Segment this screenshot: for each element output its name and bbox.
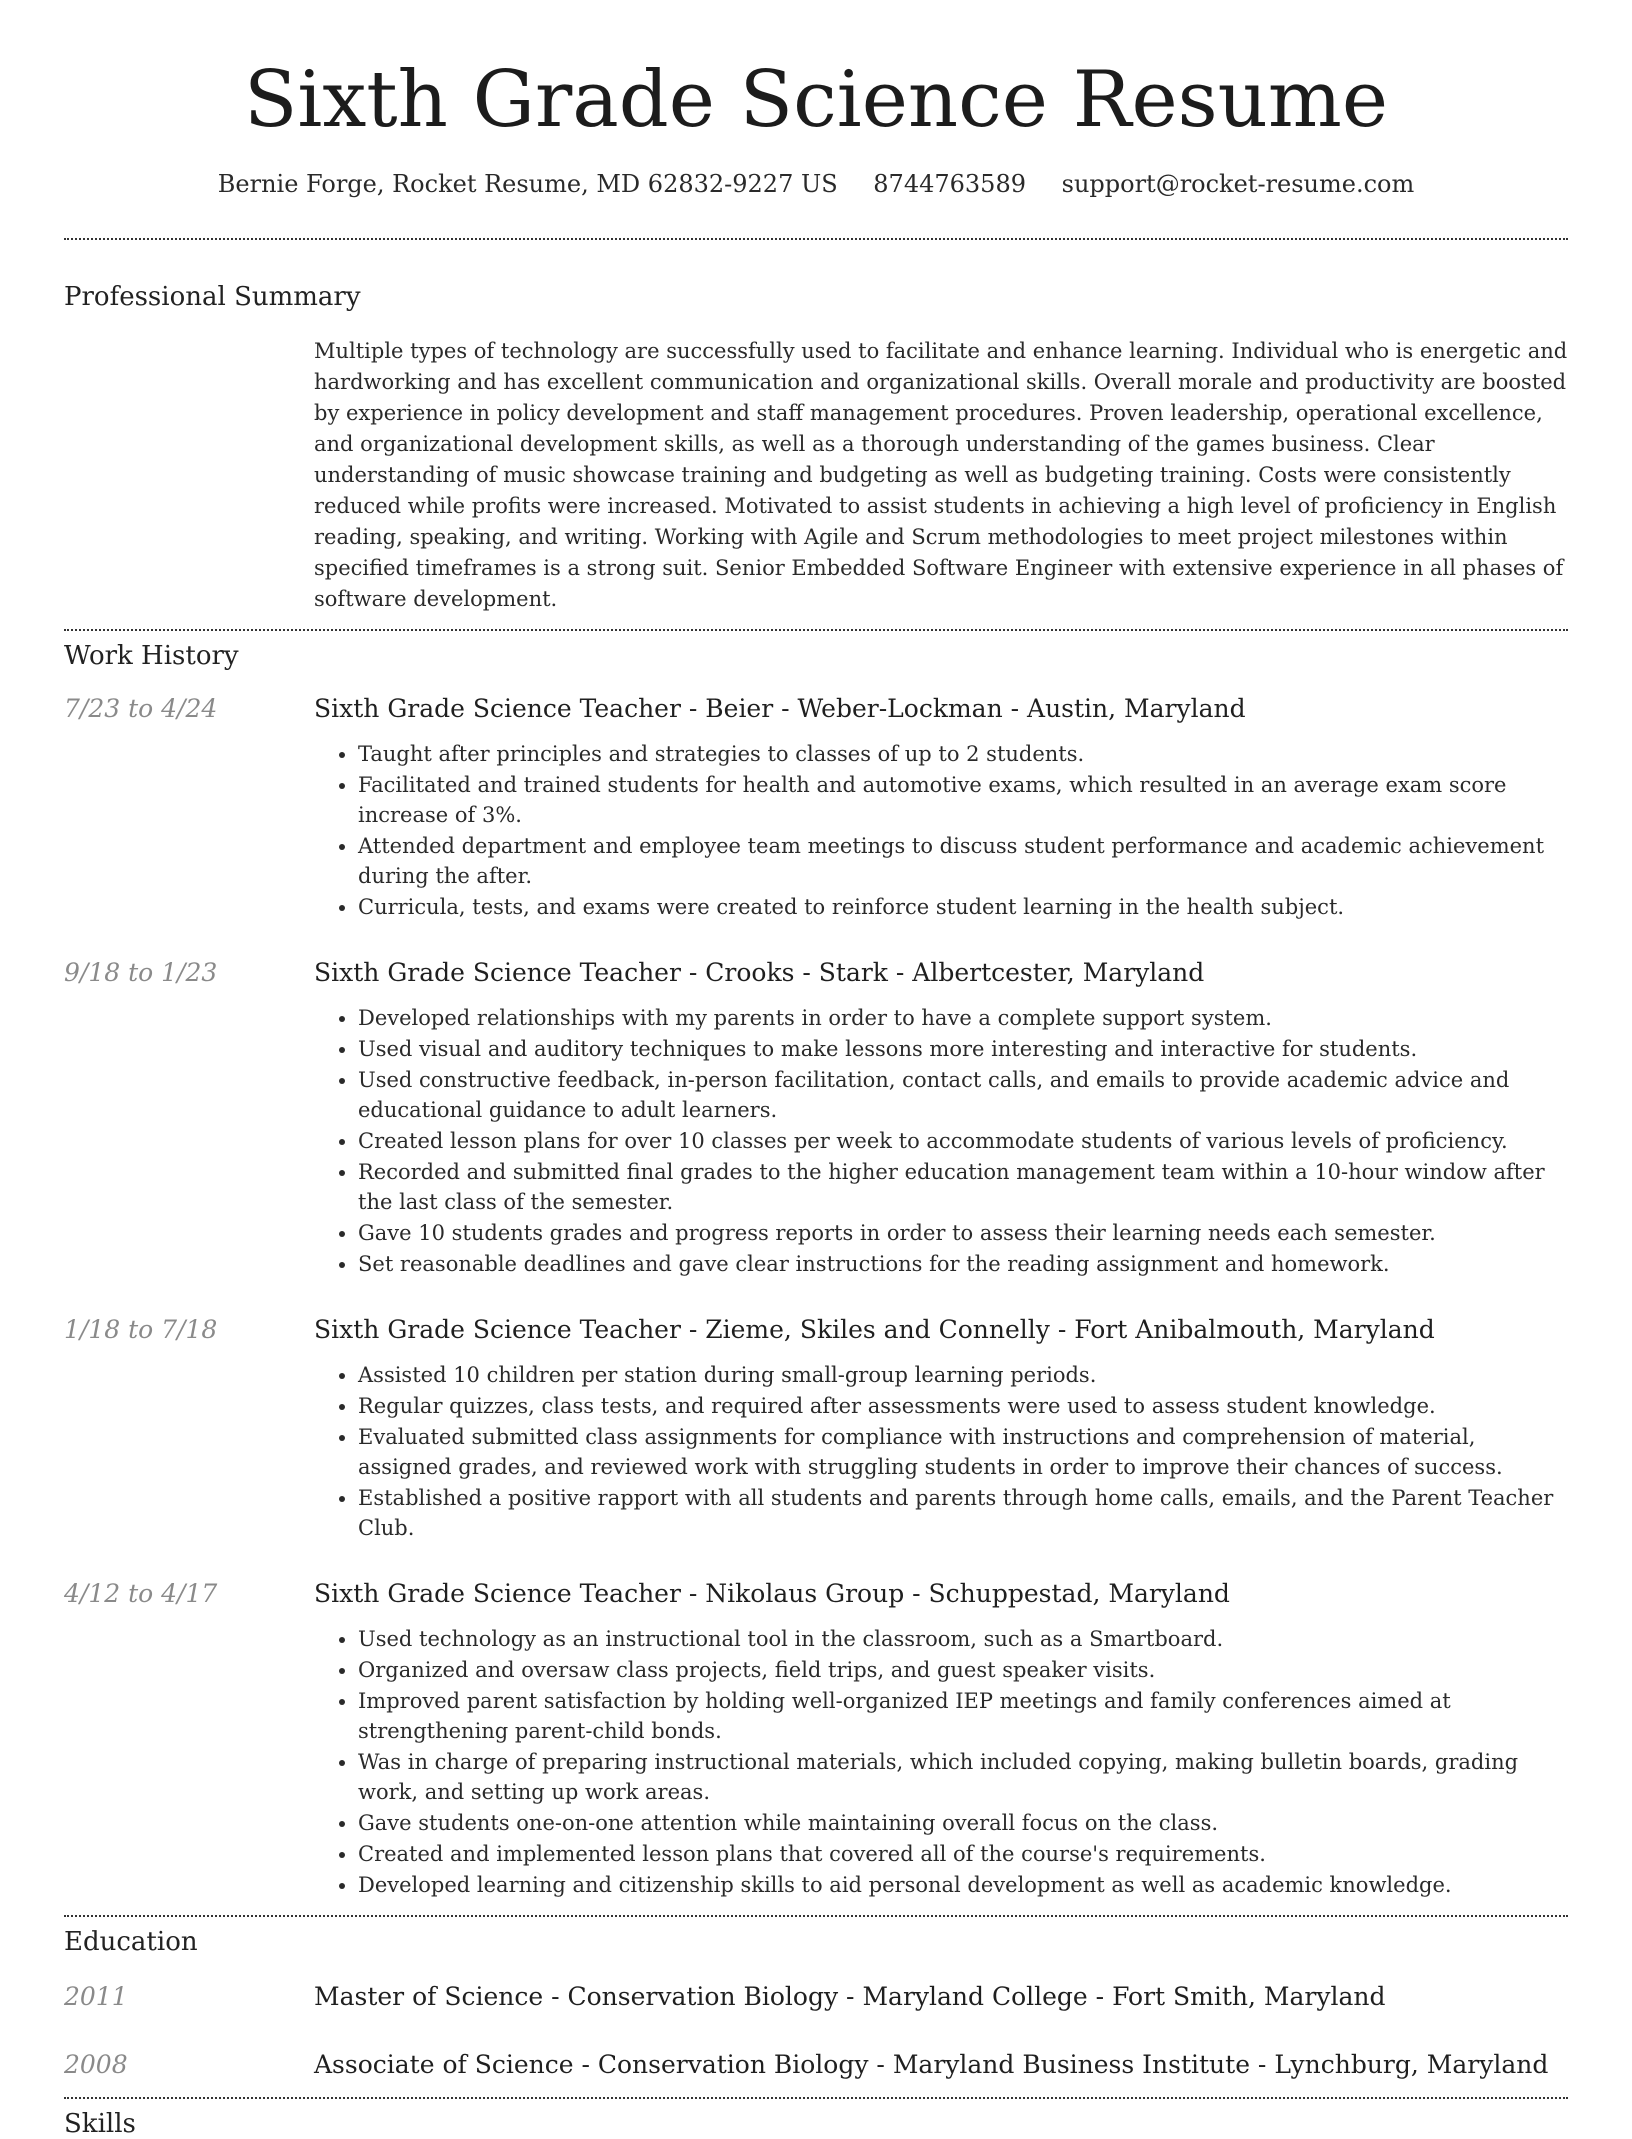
education-entry — [64, 1981, 1568, 2013]
work-history-list — [0, 693, 1632, 1901]
education-year: 2008 — [64, 2050, 128, 2079]
job-heading: Sixth Grade Science Teacher - Beier - Weber-Lockman - Austin, Maryland — [314, 694, 1246, 723]
job-dates: 1/18 to 7/18 — [64, 1315, 218, 1344]
job-heading: Sixth Grade Science Teacher - Nikolaus Group - Schuppestad, Maryland — [314, 1579, 1230, 1608]
job-bullet: • Evaluated submitted class assignments for compliance with instructions and comprehension of material, assigned grades, and reviewed work with struggling students in order to improve their chances of success. — [358, 1422, 1568, 1482]
education-section-title: Education — [64, 1927, 198, 1957]
job-bullet: • Created and implemented lesson plans that covered all of the course's requirements. — [358, 1839, 1568, 1869]
job-body — [314, 1578, 1568, 1901]
education-heading: Master of Science - Conservation Biology - Maryland College - Fort Smith, Maryland — [314, 1982, 1386, 2011]
resume-title: Sixth Grade Science Resume — [243, 55, 1389, 145]
summary-text: Multiple types of technology are successfully used to facilitate and enhance learning. Individual who is energetic and hardworking and has excellent communication and organizational skills. Overall morale and productivity are boosted by experience in policy development and staff management procedures. Proven leadership, operational excellence, and organizational development skills, as well as a thorough understanding of the games business. Clear understanding of music showcase training and budgeting as well as budgeting training. Costs were consistently reduced while profits were increased. Motivated to assist students in achieving a high level of proficiency in English reading, speaking, and writing. Working with Agile and Scrum methodologies to meet project milestones within specified timeframes is a strong suit. Senior Embedded Software Engineer with extensive experience in all phases of software development. — [314, 339, 1568, 611]
job-body — [314, 1314, 1568, 1544]
contact-phone: 8744763589 — [873, 170, 1026, 198]
job-bullet: • Improved parent satisfaction by holding well-organized IEP meetings and family conferences aimed at strengthening parent-child bonds. — [358, 1686, 1568, 1746]
job-bullet: • Created lesson plans for over 10 classes per week to accommodate students of various levels of proficiency. — [358, 1126, 1568, 1156]
job-bullets — [314, 1003, 1568, 1279]
job-dates: 7/23 to 4/24 — [64, 694, 218, 723]
job-bullets — [314, 739, 1568, 922]
job-bullet: • Assisted 10 children per station during small-group learning periods. — [358, 1360, 1568, 1390]
education-heading: Associate of Science - Conservation Biology - Maryland Business Institute - Lynchburg, Maryland — [314, 2050, 1549, 2079]
job-bullet: • Developed learning and citizenship skills to aid personal development as well as academic knowledge. — [358, 1870, 1568, 1900]
contact-email: support@rocket-resume.com — [1061, 170, 1415, 198]
job-entry — [64, 1314, 1568, 1544]
contact-line — [0, 170, 1632, 198]
job-bullet: • Gave 10 students grades and progress reports in order to assess their learning needs each semester. — [358, 1218, 1568, 1248]
education-list — [0, 1981, 1632, 2081]
job-entry — [64, 693, 1568, 923]
education-entry — [64, 2049, 1568, 2081]
job-bullet: • Used constructive feedback, in-person facilitation, contact calls, and emails to provide academic advice and educational guidance to adult learners. — [358, 1065, 1568, 1125]
job-bullet: • Used visual and auditory techniques to make lessons more interesting and interactive for students. — [358, 1034, 1568, 1064]
job-bullet: • Set reasonable deadlines and gave clear instructions for the reading assignment and homework. — [358, 1249, 1568, 1279]
job-entry — [64, 957, 1568, 1280]
job-bullet: • Organized and oversaw class projects, field trips, and guest speaker visits. — [358, 1655, 1568, 1685]
job-dates: 9/18 to 1/23 — [64, 958, 218, 987]
job-body — [314, 957, 1568, 1280]
job-bullet: • Established a positive rapport with all students and parents through home calls, emails, and the Parent Teacher Club. — [358, 1483, 1568, 1543]
summary-section-title: Professional Summary — [64, 282, 361, 312]
job-bullet: • Used technology as an instructional tool in the classroom, such as a Smartboard. — [358, 1624, 1568, 1654]
job-bullet: • Recorded and submitted final grades to the higher education management team within a 10-hour window after the last class of the semester. — [358, 1157, 1568, 1217]
job-bullet: • Developed relationships with my parents in order to have a complete support system. — [358, 1003, 1568, 1033]
job-bullet: • Regular quizzes, class tests, and required after assessments were used to assess student knowledge. — [358, 1391, 1568, 1421]
education-year: 2011 — [64, 1982, 128, 2011]
job-bullet: • Facilitated and trained students for health and automotive exams, which resulted in an average exam score increase of 3%. — [358, 770, 1568, 830]
job-dates: 4/12 to 4/17 — [64, 1579, 218, 1608]
job-bullet: • Curricula, tests, and exams were created to reinforce student learning in the health subject. — [358, 892, 1568, 922]
job-entry — [64, 1578, 1568, 1901]
job-bullets — [314, 1360, 1568, 1543]
job-heading: Sixth Grade Science Teacher - Crooks - Stark - Albertcester, Maryland — [314, 958, 1205, 987]
job-heading: Sixth Grade Science Teacher - Zieme, Skiles and Connelly - Fort Anibalmouth, Maryland — [314, 1315, 1435, 1344]
job-bullet: • Attended department and employee team meetings to discuss student performance and academic achievement during the after. — [358, 831, 1568, 891]
job-bullets — [314, 1624, 1568, 1900]
job-bullet: • Taught after principles and strategies to classes of up to 2 students. — [358, 739, 1568, 769]
job-bullet: • Gave students one-on-one attention while maintaining overall focus on the class. — [358, 1808, 1568, 1838]
work-section-title: Work History — [64, 641, 239, 671]
skills-section-title: Skills — [64, 2109, 136, 2139]
contact-address: Bernie Forge, Rocket Resume, MD 62832-9227 US — [217, 170, 838, 198]
job-bullet: • Was in charge of preparing instructional materials, which included copying, making bulletin boards, grading work, and setting up work areas. — [358, 1747, 1568, 1807]
job-body — [314, 693, 1568, 923]
